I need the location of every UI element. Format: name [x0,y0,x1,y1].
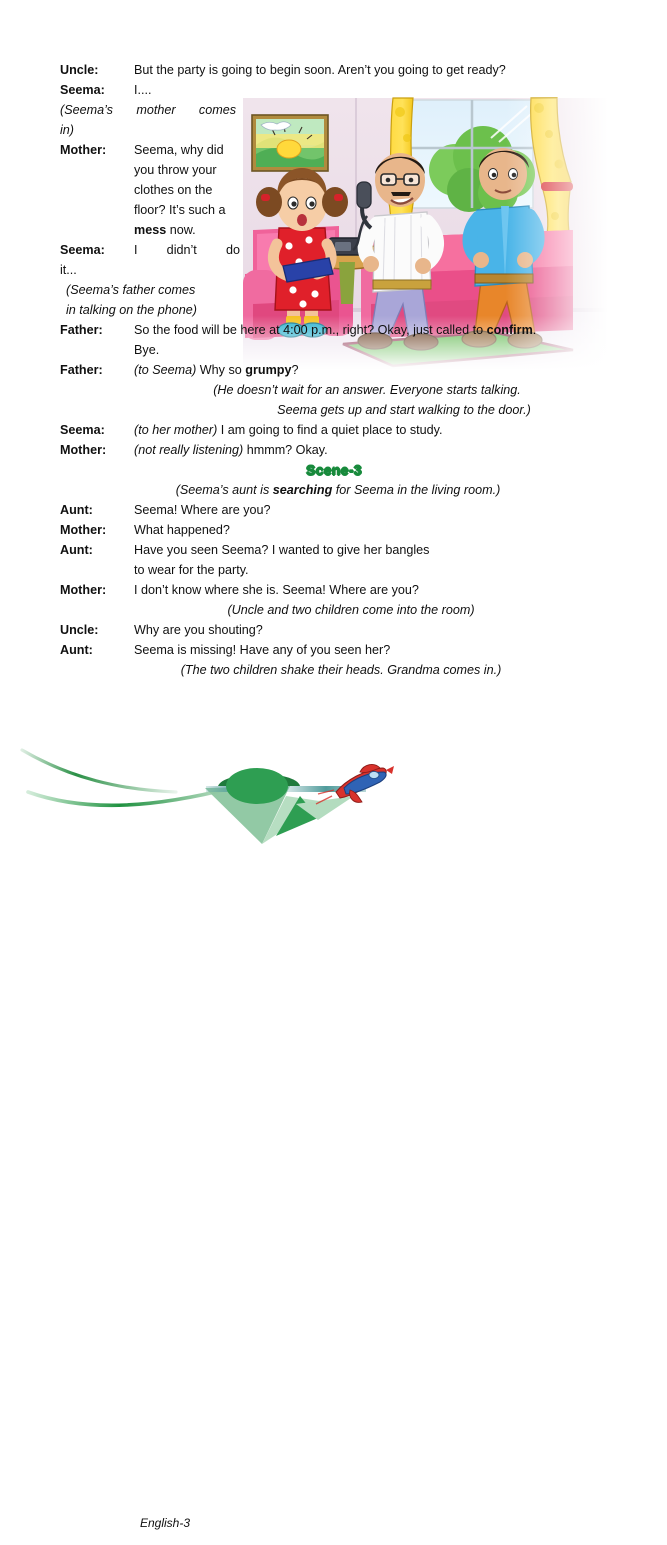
speaker-label: Mother: [60,143,107,157]
dialogue-line [60,320,608,340]
speech-text: But the party is going to begin soon. Aren’t you going to get ready? [134,63,506,77]
dialogue-line-continued [60,260,608,280]
speech-text: Seema is missing! Have any of you seen her? [134,643,391,657]
dialogue-line-continued [60,340,608,360]
speech-text: (to Seema) Why so grumpy? [134,363,299,377]
stage-direction: in talking on the phone) [66,303,197,317]
dialogue-line [60,440,608,460]
speech-text: it... [60,263,77,277]
speech-text: What happened? [134,523,230,537]
page-footer [0,744,667,1538]
speech-text: Seema, why did you throw your clothes on the floor? It’s such a mess now. [134,143,226,237]
book-label: English-3 [140,1516,191,1530]
stage-direction: Seema gets up and start walking to the door.) [277,403,531,417]
dialogue-line [60,80,608,100]
dialogue-line [60,540,608,560]
stage-direction: (Seema’s father comes [66,283,196,297]
speaker-label: Aunt: [60,643,93,657]
speaker-label: Aunt: [60,543,93,557]
speech-text: to wear for the party. [134,563,249,577]
dialogue-line [60,640,608,660]
stage-direction: (He doesn’t wait for an answer. Everyone starts talking. [213,383,521,397]
dialogue-line [60,500,608,520]
stage-direction: (Uncle and two children come into the room) [227,603,475,617]
dialogue-line [60,580,608,600]
dialogue-line [60,520,608,540]
scene-heading: Scene-3 [306,462,362,478]
speech-text: Seema! Where are you? [134,503,271,517]
stage-direction: (Seema’s mother comes [60,103,236,117]
speaker-label: Seema: [60,423,105,437]
speech-text: Why are you shouting? [134,623,263,637]
speech-text: I didn’t do [134,243,240,257]
stage-direction: in) [60,123,74,137]
speaker-label: Aunt: [60,503,93,517]
dialogue-line [60,240,240,260]
speech-text: So the food will be here at 4:00 p.m., right? Okay, just called to confirm. [134,323,537,337]
speaker-label: Mother: [60,443,107,457]
speaker-label: Uncle: [60,63,99,77]
dialogue-line [60,420,608,440]
airplane-icon [316,765,394,804]
speaker-label: Mother: [60,523,107,537]
speaker-label: Father: [60,363,103,377]
speech-text: (to her mother) I am going to find a quiet place to study. [134,423,443,437]
dialogue-line-continued [60,560,608,580]
speaker-label: Uncle: [60,623,99,637]
speech-text: (not really listening) hmmm? Okay. [134,443,328,457]
stage-direction: (Seema’s aunt is searching for Seema in the living room.) [175,483,501,497]
speaker-label: Seema: [60,83,105,97]
speaker-label: Seema: [60,243,105,257]
speaker-label: Father: [60,323,103,337]
page-number: 44 [249,1522,265,1538]
speaker-label: Mother: [60,583,107,597]
dialogue-line [60,60,608,80]
speech-text: Bye. [134,343,160,357]
dialogue-line [60,140,240,240]
play-script [60,60,608,680]
speech-text: I don’t know where she is. Seema! Where are you? [134,583,419,597]
speech-text: I.... [134,83,152,97]
dialogue-line [60,620,608,640]
stage-direction: (The two children shake their heads. Grandma comes in.) [180,663,502,677]
dialogue-line [60,360,608,380]
speech-text: Have you seen Seema? I wanted to give her bangles [134,543,430,557]
